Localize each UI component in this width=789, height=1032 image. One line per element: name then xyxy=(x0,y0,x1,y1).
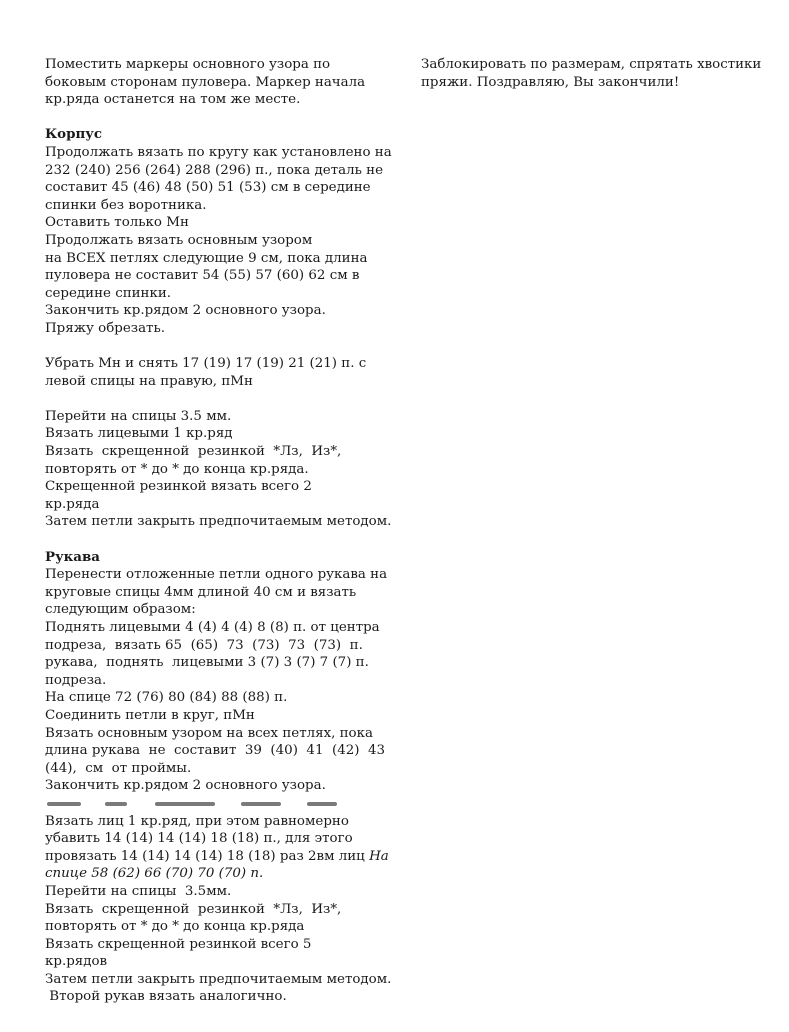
text-line xyxy=(45,320,405,338)
line-text: Поместить маркеры основного узора по xyxy=(45,57,331,72)
line-text: Вязать основным узором на всех петлях, пока xyxy=(45,725,373,741)
text-line xyxy=(45,425,405,443)
text-line xyxy=(45,971,405,989)
blank-line xyxy=(45,795,405,813)
line-text: Перейти на спицы 3.5 мм. xyxy=(45,408,232,424)
line-text: спинки без воротника. xyxy=(45,197,207,213)
text-line xyxy=(45,478,405,496)
line-text: Вязать лиц 1 кр.ряд, при этом равномерно xyxy=(45,813,349,829)
line-text: Вязать скрещенной резинкой всего 5 xyxy=(45,936,312,952)
text-line xyxy=(45,637,405,655)
text-line xyxy=(45,214,405,232)
italic-text: На xyxy=(369,848,389,864)
line-text: пуловера не составит 54 (55) 57 (60) 62 см в xyxy=(45,268,360,284)
line-text: 232 (240) 256 (264) 288 (296) п., пока деталь не xyxy=(45,162,383,178)
line-text: убавить 14 (14) 14 (14) 18 (18) п., для этого xyxy=(45,831,353,847)
text-line xyxy=(45,197,405,215)
left-column xyxy=(45,56,405,1006)
text-line xyxy=(45,742,405,760)
text-line xyxy=(45,144,405,162)
text-line xyxy=(45,883,405,901)
text-line xyxy=(45,672,405,690)
text-line xyxy=(45,496,405,514)
text-line xyxy=(45,408,405,426)
text-line xyxy=(45,707,405,725)
text-line xyxy=(45,725,405,743)
text-line xyxy=(45,373,405,391)
line-text: Вязать лицевыми 1 кр.ряд xyxy=(45,426,233,442)
line-text: Перейти на спицы 3.5мм. xyxy=(45,883,232,899)
line-text: на ВСЕХ петлях следующие 9 см, пока длина xyxy=(45,250,368,266)
line-text: Закончить кр.рядом 2 основного узора. xyxy=(45,303,326,319)
line-text: Корпус xyxy=(45,126,103,143)
text-line xyxy=(45,250,405,268)
text-line xyxy=(45,654,405,672)
line-text: (44), см от проймы. xyxy=(45,760,192,776)
text-line xyxy=(45,56,405,74)
text-line xyxy=(45,936,405,954)
line-text: рукава, поднять лицевыми 3 (7) 3 (7) 7 (7) п. xyxy=(45,655,369,671)
line-text: Убрать Мн и снять 17 (19) 17 (19) 21 (21) п. с xyxy=(45,356,367,372)
line-text: кр.рядов xyxy=(45,954,108,970)
text-line xyxy=(45,461,405,479)
line-text: повторять от * до * до конца кр.ряда xyxy=(45,919,305,935)
text-line xyxy=(421,74,766,92)
text-line xyxy=(45,865,405,883)
line-text: подреза, вязать 65 (65) 73 (73) 73 (73) п. xyxy=(45,637,363,653)
text-line xyxy=(45,302,405,320)
text-line xyxy=(45,566,405,584)
text-line xyxy=(45,285,405,303)
line-text: боковым сторонам пуловера. Маркер начала xyxy=(45,74,366,90)
text-line xyxy=(45,813,405,831)
text-line xyxy=(45,513,405,531)
text-line xyxy=(45,777,405,795)
text-line xyxy=(45,619,405,637)
line-text: кр.ряда останется на том же месте. xyxy=(45,92,301,108)
text-line xyxy=(45,267,405,285)
line-text: Рукава xyxy=(45,548,100,565)
line-text: Затем петли закрыть предпочитаемым методом. xyxy=(45,514,392,530)
text-line xyxy=(45,443,405,461)
text-line xyxy=(45,901,405,919)
text-line xyxy=(45,988,405,1006)
line-text: провязать 14 (14) 14 (14) 18 (18) раз 2вм лиц xyxy=(45,848,370,864)
line-text: левой спицы на правую, пМн xyxy=(45,373,253,389)
text-line xyxy=(45,179,405,197)
line-text: следующим образом: xyxy=(45,602,196,618)
line-text: составит 45 (46) 48 (50) 51 (53) см в середине xyxy=(45,180,371,196)
line-text: Оставить только Мн xyxy=(45,215,189,231)
text-line xyxy=(45,760,405,778)
italic-text: спице 58 (62) 66 (70) 70 (70) п. xyxy=(45,866,264,882)
text-line xyxy=(45,918,405,936)
line-text: подреза. xyxy=(45,672,107,688)
line-text: Второй рукав вязать аналогично. xyxy=(45,989,287,1005)
line-text: Скрещенной резинкой вязать всего 2 xyxy=(45,479,312,495)
blank-line xyxy=(45,338,405,356)
line-text: Пряжу обрезать. xyxy=(45,320,166,336)
text-line xyxy=(45,830,405,848)
text-line xyxy=(45,848,405,866)
text-line xyxy=(45,74,405,92)
blank-line xyxy=(45,390,405,408)
right-column xyxy=(421,56,766,91)
line-text: Перенести отложенные петли одного рукава на xyxy=(45,567,388,583)
line-text: кр.ряда xyxy=(45,496,100,512)
line-text: Вязать скрещенной резинкой *Лз, Из*, xyxy=(45,444,342,460)
line-text: Заблокировать по размерам, спрятать хвостики xyxy=(421,57,762,72)
line-text: пряжи. Поздравляю, Вы закончили! xyxy=(421,74,680,90)
text-line xyxy=(421,56,766,74)
section-heading xyxy=(45,126,405,144)
line-text: повторять от * до * до конца кр.ряда. xyxy=(45,461,309,477)
text-line xyxy=(45,689,405,707)
line-text: Вязать скрещенной резинкой *Лз, Из*, xyxy=(45,901,342,917)
line-text: На спице 72 (76) 80 (84) 88 (88) п. xyxy=(45,690,288,706)
line-text: Продолжать вязать по кругу как установлено на xyxy=(45,144,392,160)
text-line xyxy=(45,584,405,602)
line-text: Соединить петли в круг, пМн xyxy=(45,707,255,723)
text-line xyxy=(45,91,405,109)
line-text: Продолжать вязать основным узором xyxy=(45,232,313,248)
blank-line xyxy=(45,109,405,127)
blank-line xyxy=(45,531,405,549)
text-line xyxy=(45,232,405,250)
line-text: Закончить кр.рядом 2 основного узора. xyxy=(45,778,326,794)
line-text: середине спинки. xyxy=(45,285,172,301)
text-line xyxy=(45,953,405,971)
section-heading xyxy=(45,549,405,567)
text-line xyxy=(45,355,405,373)
text-line xyxy=(45,162,405,180)
line-text: круговые спицы 4мм длиной 40 см и вязать xyxy=(45,584,357,600)
text-line xyxy=(45,601,405,619)
line-text: длина рукава не составит 39 (40) 41 (42) 43 xyxy=(45,743,386,759)
line-text: Поднять лицевыми 4 (4) 4 (4) 8 (8) п. от центра xyxy=(45,620,380,635)
line-text: Затем петли закрыть предпочитаемым методом. xyxy=(45,971,392,987)
